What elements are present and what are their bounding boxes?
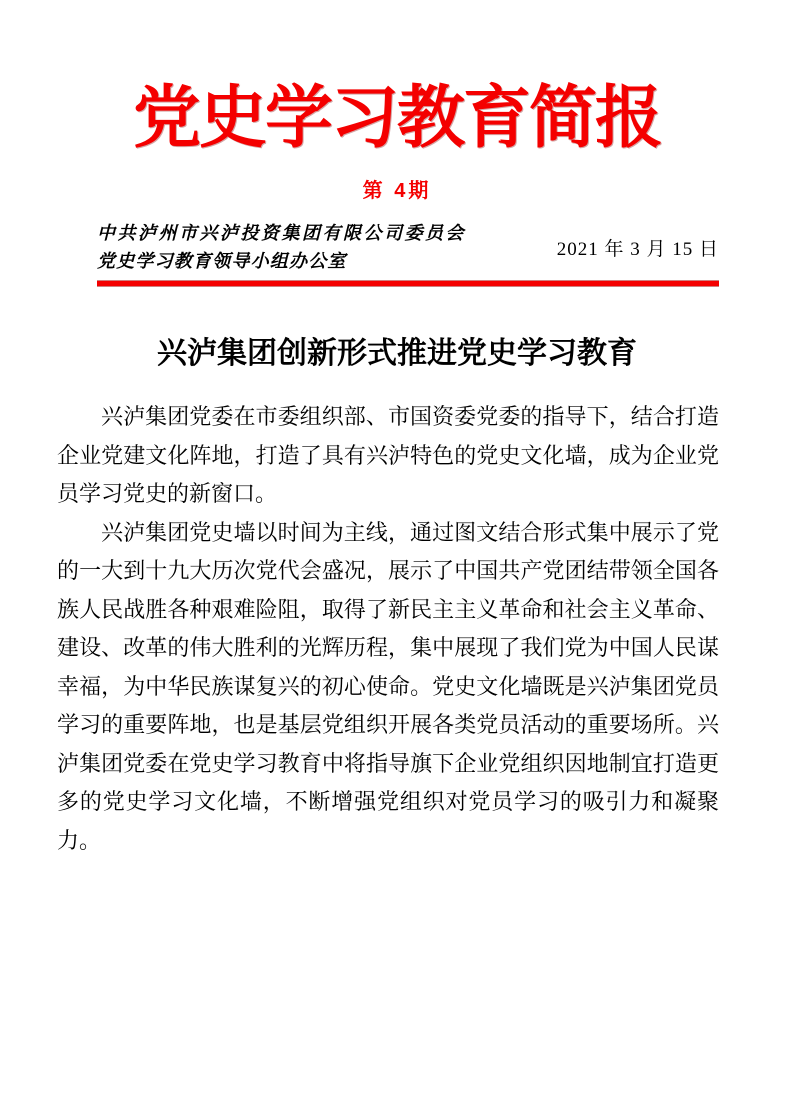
article-paragraph: 兴泸集团党史墙以时间为主线，通过图文结合形式集中展示了党的一大到十九大历次党代会盛况，展示了中国共产党团结带领全国各族人民战胜各种艰难险阻，取得了新民主主义革命和社会主义革命、建设、改革的伟大胜利的光辉历程，集中展现了我们党为中国人民谋幸福，为中华民族谋复兴的初心使命。党史文化墙既是兴泸集团党员学习的重要阵地，也是基层党组织开展各类党员活动的重要场所。兴泸集团党委在党史学习教育中将指导旗下企业党组织因地制宜打造更多的党史学习文化墙，不断增强党组织对党员学习的吸引力和凝聚力。 <box>57 519 719 853</box>
issue-date: 2021 年 3 月 15 日 <box>556 238 719 260</box>
issuing-org-block <box>97 219 466 275</box>
issue-number: 第 4期 <box>362 180 432 203</box>
article-paragraph: 兴泸集团党委在市委组织部、市国资委党委的指导下，结合打造企业党建文化阵地，打造了具有兴泸特色的党史文化墙，成为企业党员学习党史的新窗口。 <box>57 404 719 507</box>
org-name-line: 中共泸州市兴泸投资集团有限公司委员会 <box>97 223 466 244</box>
header-block <box>97 219 719 275</box>
article-body <box>57 398 719 860</box>
header-divider-rule <box>97 281 719 286</box>
article-title: 兴泸集团创新形式推进党史学习教育 <box>157 337 637 371</box>
masthead-title: 党史学习教育简报 <box>132 80 661 156</box>
org-office-line: 党史学习教育领导小组办公室 <box>97 251 347 272</box>
